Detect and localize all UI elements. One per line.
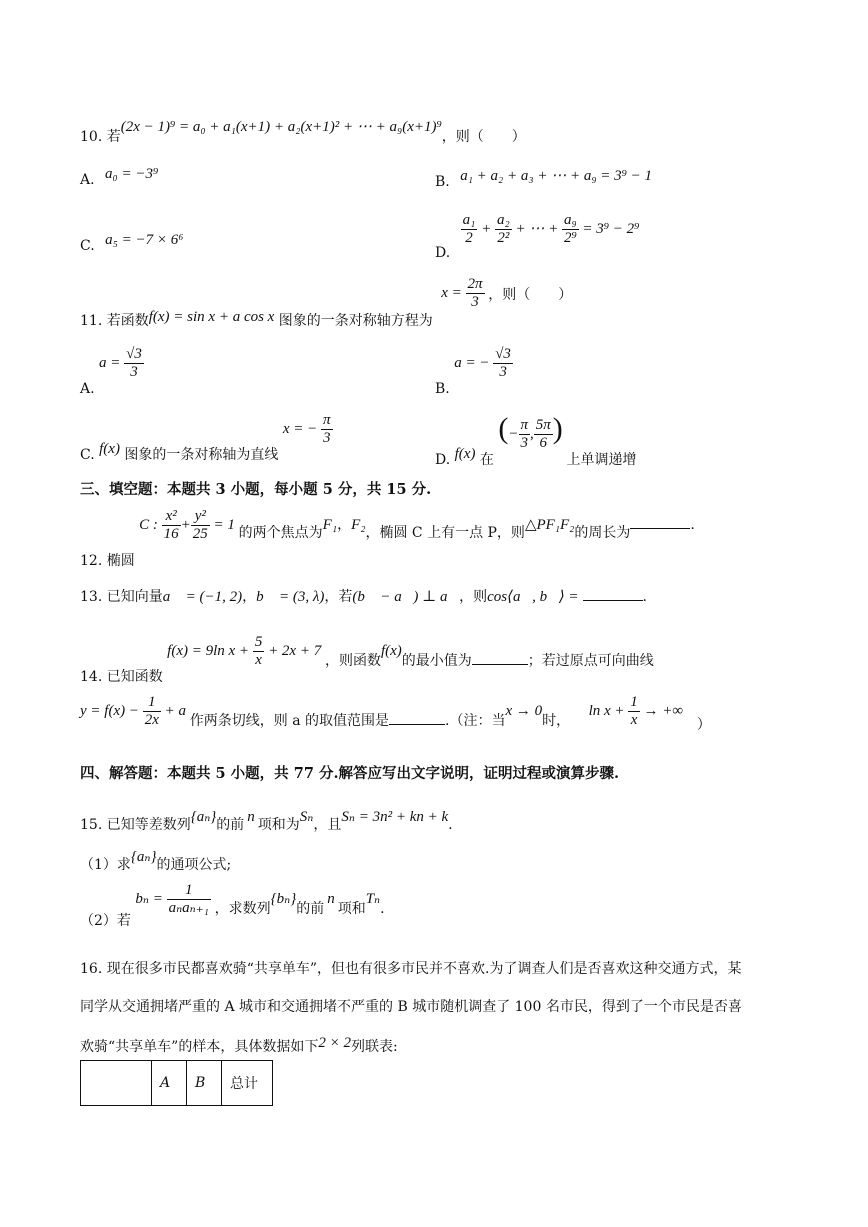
- q16-line3: [80, 1032, 398, 1055]
- q13-prefix: 13. 已知向量: [80, 589, 163, 605]
- denominator: 3: [520, 435, 528, 452]
- q14-mid: ，则函数: [324, 653, 381, 670]
- q13-mid: ，若: [324, 589, 353, 605]
- denominator: 3: [130, 364, 138, 381]
- q10-prefix: 10. 若: [80, 129, 121, 145]
- numerator: π: [321, 412, 333, 430]
- q12: [80, 508, 695, 570]
- ellipsis-term: + ⋯ +: [515, 221, 559, 238]
- q14-mid2: 的最小值为: [401, 653, 472, 670]
- function-f: f(x): [380, 643, 402, 660]
- period: .: [690, 517, 695, 534]
- lhs: a = −: [454, 355, 490, 372]
- triangle: △PF₁F₂: [524, 517, 575, 534]
- numerator: a₁: [461, 212, 478, 230]
- numerator: 1: [167, 882, 211, 900]
- answer-blank-1[interactable]: [472, 664, 528, 665]
- numerator: y²: [191, 508, 210, 526]
- lhs: y = f(x) −: [80, 703, 139, 720]
- denominator: 6: [539, 435, 548, 452]
- fraction: [562, 212, 579, 248]
- section-3-heading: 三、填空题：本题共 3 小题，每小题 5 分，共 15 分.: [80, 481, 432, 498]
- rhs: + 2x + 7: [268, 643, 322, 660]
- option-label: B.: [435, 174, 450, 190]
- option-interval: (− $\frac{\pi}{3}$ , $\frac{5\pi}{6}$ ): [498, 412, 563, 452]
- sequence-a: {aₙ}: [130, 849, 157, 865]
- q12-suffix: 的周长为: [574, 525, 631, 542]
- numerator: 5π: [534, 417, 553, 435]
- q11-option-d: [435, 412, 637, 468]
- rhs: + a: [164, 703, 187, 720]
- q11-option-a: [80, 346, 144, 398]
- q10-option-a: [80, 166, 159, 189]
- variable-n: n: [327, 891, 335, 908]
- separator: ，: [337, 517, 352, 534]
- line3-suffix: 列联表:: [350, 1039, 398, 1055]
- q11-option-c: [80, 412, 333, 464]
- q11-prefix: 11. 若函数: [80, 313, 149, 330]
- limit-condition: x → 0: [505, 703, 543, 720]
- note-close: ）: [696, 717, 711, 734]
- table-dimension: 2 × 2: [318, 1035, 351, 1051]
- denominator: x: [630, 712, 638, 729]
- option-label: A.: [80, 381, 95, 398]
- limit-expression: [588, 694, 687, 729]
- q16-line1: 16. 现在很多市民都喜欢骑“共享单车”，但也有很多市民并不喜欢.为了调查人们是否喜欢这种交通方式，某: [80, 961, 742, 977]
- lhs: x =: [441, 285, 462, 302]
- denominator: 2: [465, 230, 473, 247]
- q10-option-b: [435, 168, 653, 191]
- lhs: a =: [99, 355, 121, 372]
- q11-option-b: [435, 346, 513, 398]
- q10-stem: [80, 119, 526, 146]
- focus-2: F₂: [351, 517, 366, 534]
- fraction: [124, 346, 144, 382]
- answer-blank[interactable]: [630, 528, 690, 529]
- q14-mid3: ；若过原点可向曲线: [527, 653, 654, 670]
- part1-suffix: 的通项公式;: [156, 857, 232, 873]
- fraction: [628, 694, 640, 730]
- numerator: π: [519, 417, 531, 435]
- numerator: x²: [162, 508, 181, 526]
- option-label: D.: [435, 245, 451, 262]
- option-label: C.: [80, 447, 95, 464]
- option-formula: $\frac{\text{a₁}}{2}$ + $\frac{\text{a₂}}{\text{2²}}$ + ⋯ + $\frac{\text{a₉}}{\text{2⁹}}$ = 3⁹ − 2⁹: [462, 212, 640, 247]
- lhs: f(x) = 9ln x +: [167, 643, 250, 660]
- fraction: [321, 412, 333, 448]
- q15-mid: 的前: [216, 817, 245, 833]
- answer-blank-2[interactable]: [389, 724, 445, 725]
- q11-suffix: ，则（ ）: [488, 287, 573, 304]
- table-header-row: [81, 1061, 273, 1106]
- denominator: 3: [323, 430, 331, 447]
- fraction: [253, 634, 265, 670]
- perpendicular-condition: (b⃗ − a⃗) ⊥ a⃗: [352, 589, 460, 605]
- q15-part2: [80, 882, 385, 930]
- numerator: a₉: [562, 212, 579, 230]
- fraction: [493, 346, 513, 382]
- q14-function: [167, 634, 325, 669]
- focus-1: F₁: [322, 517, 338, 534]
- q13-mid2: ，则: [459, 589, 488, 605]
- fraction: [191, 508, 210, 544]
- table-header-cell: [81, 1061, 152, 1106]
- numerator: √3: [124, 346, 144, 364]
- q11-stem: [80, 276, 573, 330]
- denominator: 2x: [144, 712, 159, 729]
- numerator: √3: [493, 346, 513, 364]
- fraction: [461, 212, 478, 248]
- note-mid: 时，: [542, 713, 571, 730]
- option-label: B.: [435, 381, 450, 398]
- option-label: A.: [80, 172, 95, 188]
- fraction: [495, 212, 512, 248]
- q15-part1: [80, 846, 232, 873]
- fraction: [167, 882, 211, 918]
- note-open: .（注：当: [445, 713, 506, 730]
- sum-s: Sₙ: [299, 809, 314, 825]
- rhs: = 1: [213, 517, 235, 534]
- q12-ellipse-eq: C : $\frac{\text{x²}}{16}$ + $\frac{\text{y²}}{25}$ = 1: [139, 508, 235, 543]
- denominator: 3: [499, 364, 507, 381]
- option-text: 上单调递增: [566, 452, 637, 468]
- fraction: [534, 417, 553, 453]
- q14-mid4: 作两条切线，则 a 的取值范围是: [189, 713, 390, 730]
- q11-mid: 图象的一条对称轴方程为: [278, 313, 433, 330]
- option-formula: a₁ + a₂ + a₃ + ⋯ + a₉ = 3⁹ − 1: [460, 168, 653, 184]
- numerator: 5: [253, 634, 265, 652]
- line3-prefix: 欢骑“共享单车”的样本，具体数据如下: [80, 1039, 319, 1055]
- separator: ，: [242, 589, 257, 605]
- option-formula: [99, 346, 144, 381]
- q12-mid: 的两个焦点为: [238, 525, 323, 542]
- rhs: → +∞: [643, 703, 684, 720]
- sum-formula: Sₙ = 3n² + kn + k: [341, 809, 449, 825]
- q10-formula: (2x − 1)⁹ = a₀ + a₁(x+1) + a₂(x+1)² + ⋯ + a₉(x+1)⁹: [120, 119, 442, 135]
- part2-mid2: 的前: [296, 901, 325, 918]
- numerator: 1: [143, 694, 161, 712]
- option-text: 图象的一条对称轴为直线: [124, 447, 279, 464]
- fraction: [466, 276, 485, 312]
- q10-option-d: [435, 212, 640, 262]
- q15-prefix: 15. 已知等差数列: [80, 817, 191, 833]
- denominator: 2²: [497, 230, 510, 247]
- q10-option-c: [80, 232, 184, 255]
- sequence-b: {bₙ}: [270, 891, 297, 908]
- numerator: 1: [628, 694, 640, 712]
- sequence-a: {aₙ}: [190, 809, 217, 825]
- q10-suffix: ，则（ ）: [441, 129, 526, 145]
- lhs: C :: [139, 517, 158, 534]
- fraction: [143, 694, 161, 730]
- part1-prefix: （1）求: [80, 857, 131, 873]
- denominator: x: [255, 652, 262, 669]
- denominator: 16: [163, 526, 179, 543]
- option-formula: [282, 412, 333, 447]
- variable-n: n: [247, 809, 255, 825]
- lhs: x = −: [282, 421, 318, 438]
- numerator: a₂: [495, 212, 512, 230]
- q14-line1: [80, 634, 654, 686]
- option-formula: a₀ = −3⁹: [105, 166, 159, 182]
- denominator: 3: [471, 294, 479, 311]
- q15-stem: [80, 806, 453, 833]
- table-header-cell: A: [152, 1061, 187, 1106]
- lhs: ln x +: [588, 703, 625, 720]
- contingency-table: [80, 1060, 273, 1106]
- option-function: f(x): [454, 446, 476, 462]
- q12-mid2: ，椭圆 C 上有一点 P，则: [365, 525, 525, 542]
- lhs: bₙ =: [135, 891, 163, 908]
- q15-mid2: 项和为: [257, 817, 300, 833]
- denominator: 2⁹: [563, 230, 577, 247]
- q13: [80, 586, 647, 606]
- section-4-heading: 四、解答题：本题共 5 小题，共 77 分.解答应写出文字说明，证明过程或演算步骤.: [80, 765, 620, 782]
- numerator: 2π: [466, 276, 485, 294]
- q15-mid3: ，且: [313, 817, 342, 833]
- part2-prefix: （2）若: [80, 913, 131, 930]
- b-formula: [135, 882, 214, 917]
- table-header-cell: B: [187, 1061, 222, 1106]
- fraction: [519, 417, 531, 453]
- rhs: = 3⁹ − 2⁹: [582, 221, 640, 238]
- option-function: f(x): [99, 441, 120, 458]
- sum-t: Tₙ: [365, 891, 381, 908]
- vector-b: b⃗ = (3, λ): [256, 589, 325, 605]
- q16-line2: 同学从交通拥堵严重的 A 城市和交通拥堵不严重的 B 城市随机调查了 100 名市民，得到了一个市民是否喜: [80, 999, 742, 1015]
- table-header-cell: 总计: [222, 1061, 273, 1106]
- q14-line2: [80, 694, 711, 734]
- fraction: [162, 508, 181, 544]
- q11-function: f(x) = sin x + a cos x: [148, 309, 275, 326]
- option-label: C.: [80, 238, 95, 254]
- part2-mid: ，求数列: [214, 901, 271, 918]
- q14-curve: [80, 694, 190, 729]
- option-formula: a₅ = −7 × 6⁶: [105, 232, 184, 248]
- period: .: [380, 901, 385, 918]
- answer-blank[interactable]: [583, 600, 643, 601]
- denominator: aₙaₙ₊₁: [168, 900, 209, 917]
- part2-mid3: 项和: [337, 901, 366, 918]
- option-text: 在: [479, 452, 494, 468]
- q14-prefix: 14. 已知函数: [80, 669, 163, 686]
- period: .: [448, 817, 453, 833]
- q12-prefix: 12. 椭圆: [80, 553, 135, 570]
- option-label: D.: [435, 452, 451, 468]
- denominator: 25: [192, 526, 208, 543]
- vector-a: a⃗ = (−1, 2): [162, 589, 243, 605]
- period: .: [642, 589, 647, 605]
- cosine-expression: cos⟨a⃗, b⃗⟩ =: [487, 589, 579, 605]
- option-formula: [454, 346, 513, 381]
